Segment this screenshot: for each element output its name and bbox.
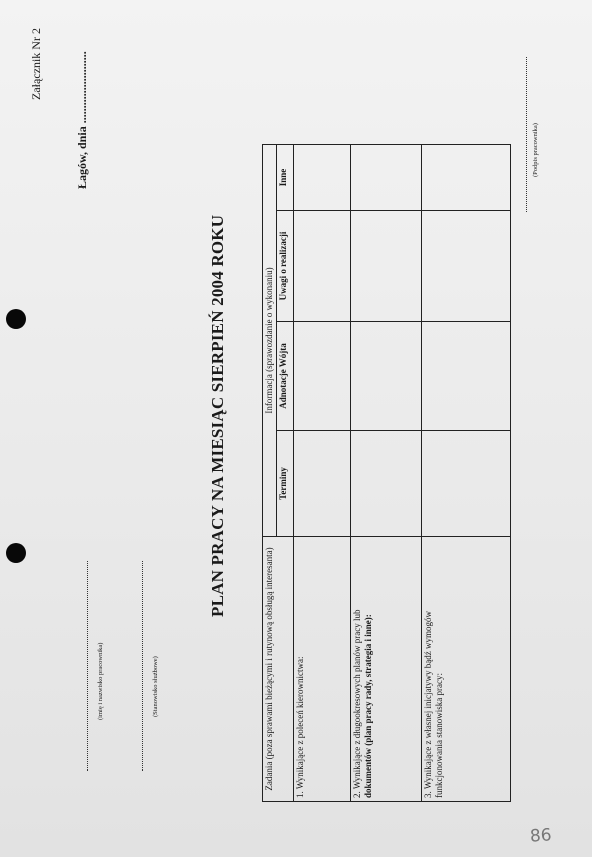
row-text-continued: dokumentów (plan pracy rady, strategia i inne):	[362, 614, 373, 798]
row-text: Wynikające z poleceń kierownictwa:	[295, 656, 305, 790]
position-caption: (Stanowisko służbowe)	[152, 656, 159, 717]
terminy-cell[interactable]	[294, 431, 351, 537]
employee-name-caption: (imię i nazwisko pracownika)	[97, 642, 104, 720]
document-title: PLAN PRACY NA MIESIĄC SIERPIEŃ 2004 ROKU	[208, 214, 227, 617]
signature-dotted-line	[526, 57, 527, 212]
terminy-cell[interactable]	[351, 431, 422, 537]
adnotacje-cell[interactable]	[351, 322, 422, 431]
inne-cell[interactable]	[351, 145, 422, 211]
inne-header: Inne	[277, 145, 294, 211]
table-row	[422, 145, 511, 802]
info-header: Informacja (sprawozdanie o wykonaniu)	[263, 145, 277, 537]
row-number: 3.	[423, 791, 433, 798]
table-row	[294, 145, 351, 802]
place-date-line: Łagów, dnia ........................	[75, 51, 89, 189]
uwagi-cell[interactable]	[294, 211, 351, 322]
task-cell	[294, 537, 351, 802]
adnotacje-cell[interactable]	[422, 322, 511, 431]
task-cell	[351, 537, 422, 802]
task-cell	[422, 537, 511, 802]
inne-cell[interactable]	[294, 145, 351, 211]
terminy-header: Terminy	[277, 431, 294, 537]
tasks-header: Zadania (poza sprawami bieżącymi i rutynową obsługą interesanta)	[263, 537, 294, 802]
handwritten-page-number: 86	[529, 825, 553, 847]
row-text: Wynikające z własnej inicjatywy bądź wymogów	[423, 611, 433, 790]
position-dotted-line	[142, 561, 143, 771]
row-text-continued: funkcjonowania stanowiska pracy:	[433, 673, 444, 798]
adnotacje-header: Adnotacje Wójta	[277, 322, 294, 431]
table-row	[351, 145, 422, 802]
terminy-cell[interactable]	[422, 431, 511, 537]
inne-cell[interactable]	[422, 145, 511, 211]
employee-name-dotted-line	[87, 561, 88, 771]
row-number: 2.	[352, 791, 362, 798]
work-plan-table	[262, 144, 511, 802]
row-text: Wynikające z długookresowych planów pracy lub	[352, 609, 362, 790]
uwagi-cell[interactable]	[351, 211, 422, 322]
adnotacje-cell[interactable]	[294, 322, 351, 431]
uwagi-header: Uwagi o realizacji	[277, 211, 294, 322]
attachment-label: Załącznik Nr 2	[29, 28, 43, 100]
work-plan-table-container	[262, 144, 511, 802]
signature-caption: (Podpis pracownika)	[532, 123, 539, 177]
row-number: 1.	[295, 791, 305, 798]
uwagi-cell[interactable]	[422, 211, 511, 322]
